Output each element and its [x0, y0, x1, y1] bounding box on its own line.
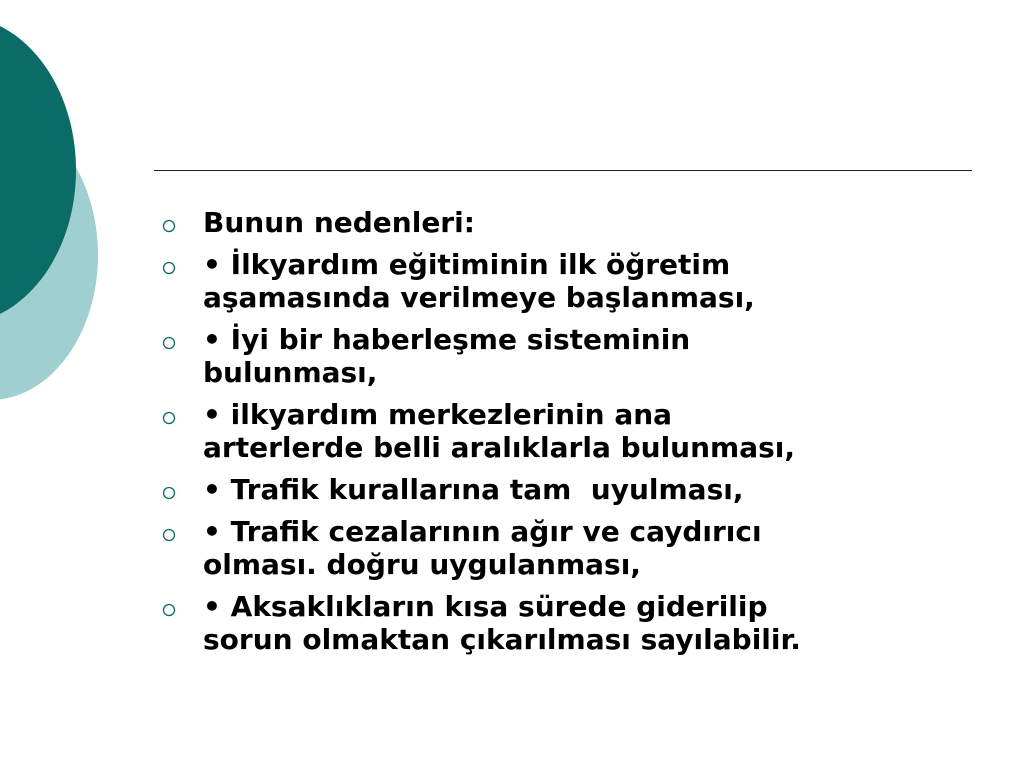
hollow-circle-bullet-icon: [162, 528, 176, 542]
bullet-text: • ilkyardım merkezlerinin ana arterlerde belli aralıklarla bulunması,: [203, 398, 796, 464]
hollow-circle-bullet-icon: [162, 411, 176, 425]
title-divider-line: [154, 170, 972, 171]
bullet-text: • Trafik cezalarının ağır ve caydırıcı olması. doğru uygulanması,: [203, 515, 762, 581]
bullet-item: [162, 323, 982, 389]
bullet-text: • İyi bir haberleşme sisteminin bulunması,: [203, 323, 691, 389]
bullet-item: [162, 398, 982, 464]
bullet-item: [162, 590, 982, 656]
hollow-circle-bullet-icon: [162, 219, 176, 233]
bullet-item: [162, 248, 982, 314]
hollow-circle-bullet-icon: [162, 486, 176, 500]
bullet-item: [162, 206, 982, 239]
bullet-text: • İlkyardım eğitiminin ilk öğretim aşamasında verilmeye başlanması,: [203, 248, 755, 314]
bullet-text: • Aksaklıkların kısa sürede giderilip sorun olmaktan çıkarılması sayılabilir.: [203, 590, 801, 656]
bullet-item: [162, 515, 982, 581]
hollow-circle-bullet-icon: [162, 603, 176, 617]
bullet-list: [162, 206, 982, 665]
bullet-text: • Trafik kurallarına tam uyulması,: [203, 473, 744, 506]
hollow-circle-bullet-icon: [162, 261, 176, 275]
bullet-item: [162, 473, 982, 506]
hollow-circle-bullet-icon: [162, 336, 176, 350]
bullet-text: Bunun nedenleri:: [203, 206, 475, 239]
